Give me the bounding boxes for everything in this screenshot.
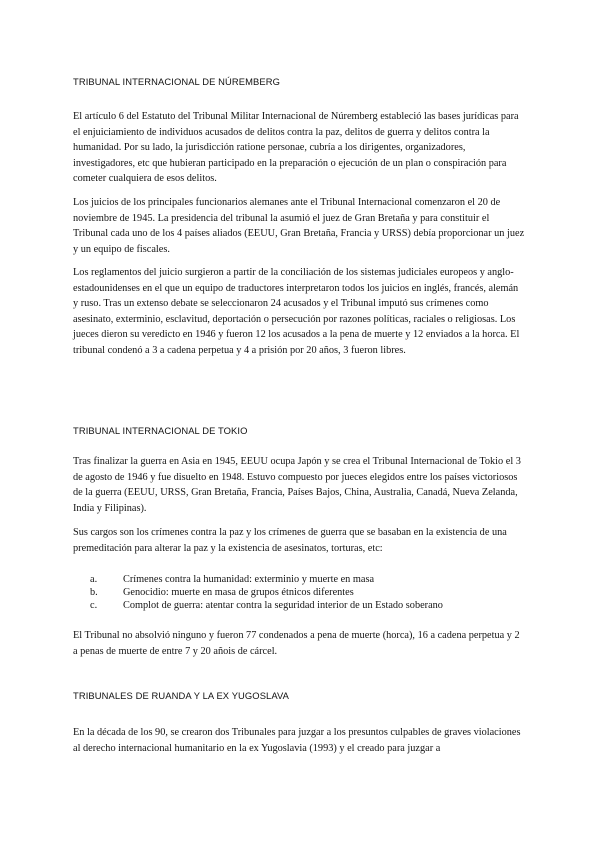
- charges-list: [73, 572, 525, 612]
- list-marker: a.: [90, 574, 98, 585]
- list-item: [73, 572, 525, 585]
- paragraph: Tras finalizar la guerra en Asia en 1945, EEUU ocupa Japón y se crea el Tribunal Internacional de Tokio el 3 de agosto de 1946 y fue disuelto en 1948. Estuvo compuesto por jueces elegidos entre los países victoriosos de la guerra (EEUU, URSS, Gran Bretaña, Francia, Países Bajos, China, Australia, Canadá, Nueva Zelanda, India y Filipinas).: [73, 456, 521, 514]
- list-text: Complot de guerra: atentar contra la seguridad interior de un Estado soberano: [123, 600, 443, 612]
- paragraph: Los reglamentos del juicio surgieron a partir de la conciliación de los sistemas judiciales europeos y anglo-estadounidenses en el que un equipo de traductores interpretaron todos los juicios en inglés, francés, alemán y ruso. Tras un extenso debate se seleccionaron 24 acusados y el Tribunal imputó sus crímenes como asesinato, exterminio, esclavitud, deportación o persecución por razones políticas, raciales o religiosas. Los jueces dieron su veredicto en 1946 y fueron 12 los acusados a la pena de muerte y 12 enviados a la horca. El tribunal condenó a 3 a cadena perpetua y 4 a prisión por 20 años, 3 fueron libres.: [73, 267, 520, 356]
- paragraph: Los juicios de los principales funcionarios alemanes ante el Tribunal Internacional comenzaron el 20 de noviembre de 1945. La presidencia del tribunal la asumió el juez de Gran Bretaña y para constituir el Tribunal cada uno de los 4 países aliados (EEUU, Gran Bretaña, Francia y URSS) debía proporcionar un juez y un equipo de fiscales.: [73, 197, 525, 255]
- list-item: [73, 598, 525, 611]
- section-title-tokio: TRIBUNAL INTERNACIONAL DE TOKIO: [73, 425, 248, 436]
- paragraph: El artículo 6 del Estatuto del Tribunal Militar Internacional de Núremberg estableció las bases jurídicas para el enjuiciamiento de individuos acusados de delitos contra la paz, delitos de guerra y delitos contra la humanidad. Por su lado, la jurisdicción ratione personae, cubría a los dirigentes, organizadores, investigadores, etc que hubieran participado en la preparación o ejecución de un plan o conspiración para cometer cualquiera de esos delitos.: [73, 111, 519, 185]
- list-marker: b.: [90, 587, 98, 599]
- paragraph: En la década de los 90, se crearon dos Tribunales para juzgar a los presuntos culpables de graves violaciones al derecho internacional humanitario en la ex Yugoslavia (1993) y el creado para juzgar a: [73, 727, 521, 754]
- paragraph: El Tribunal no absolvió ninguno y fueron 77 condenados a pena de muerte (horca), 16 a cadena perpetua y 2 a penas de muerte de entre 7 y 20 añois de cárcel.: [73, 630, 520, 657]
- section-title-ruanda-yugoslavia: TRIBUNALES DE RUANDA Y LA EX YUGOSLAVA: [73, 690, 290, 701]
- list-item: [73, 585, 525, 598]
- list-marker: c.: [90, 600, 98, 612]
- section-title-nuremberg: TRIBUNAL INTERNACIONAL DE NÚREMBERG: [73, 76, 280, 87]
- list-text: Crímenes contra la humanidad: exterminio y muerte en masa: [123, 574, 375, 585]
- paragraph: Sus cargos son los crímenes contra la paz y los crímenes de guerra que se basaban en la existencia de una premeditación para alterar la paz y la existencia de asesinatos, torturas, etc:: [73, 527, 507, 554]
- list-text: Genocidio: muerte en masa de grupos étnicos diferentes: [123, 587, 354, 599]
